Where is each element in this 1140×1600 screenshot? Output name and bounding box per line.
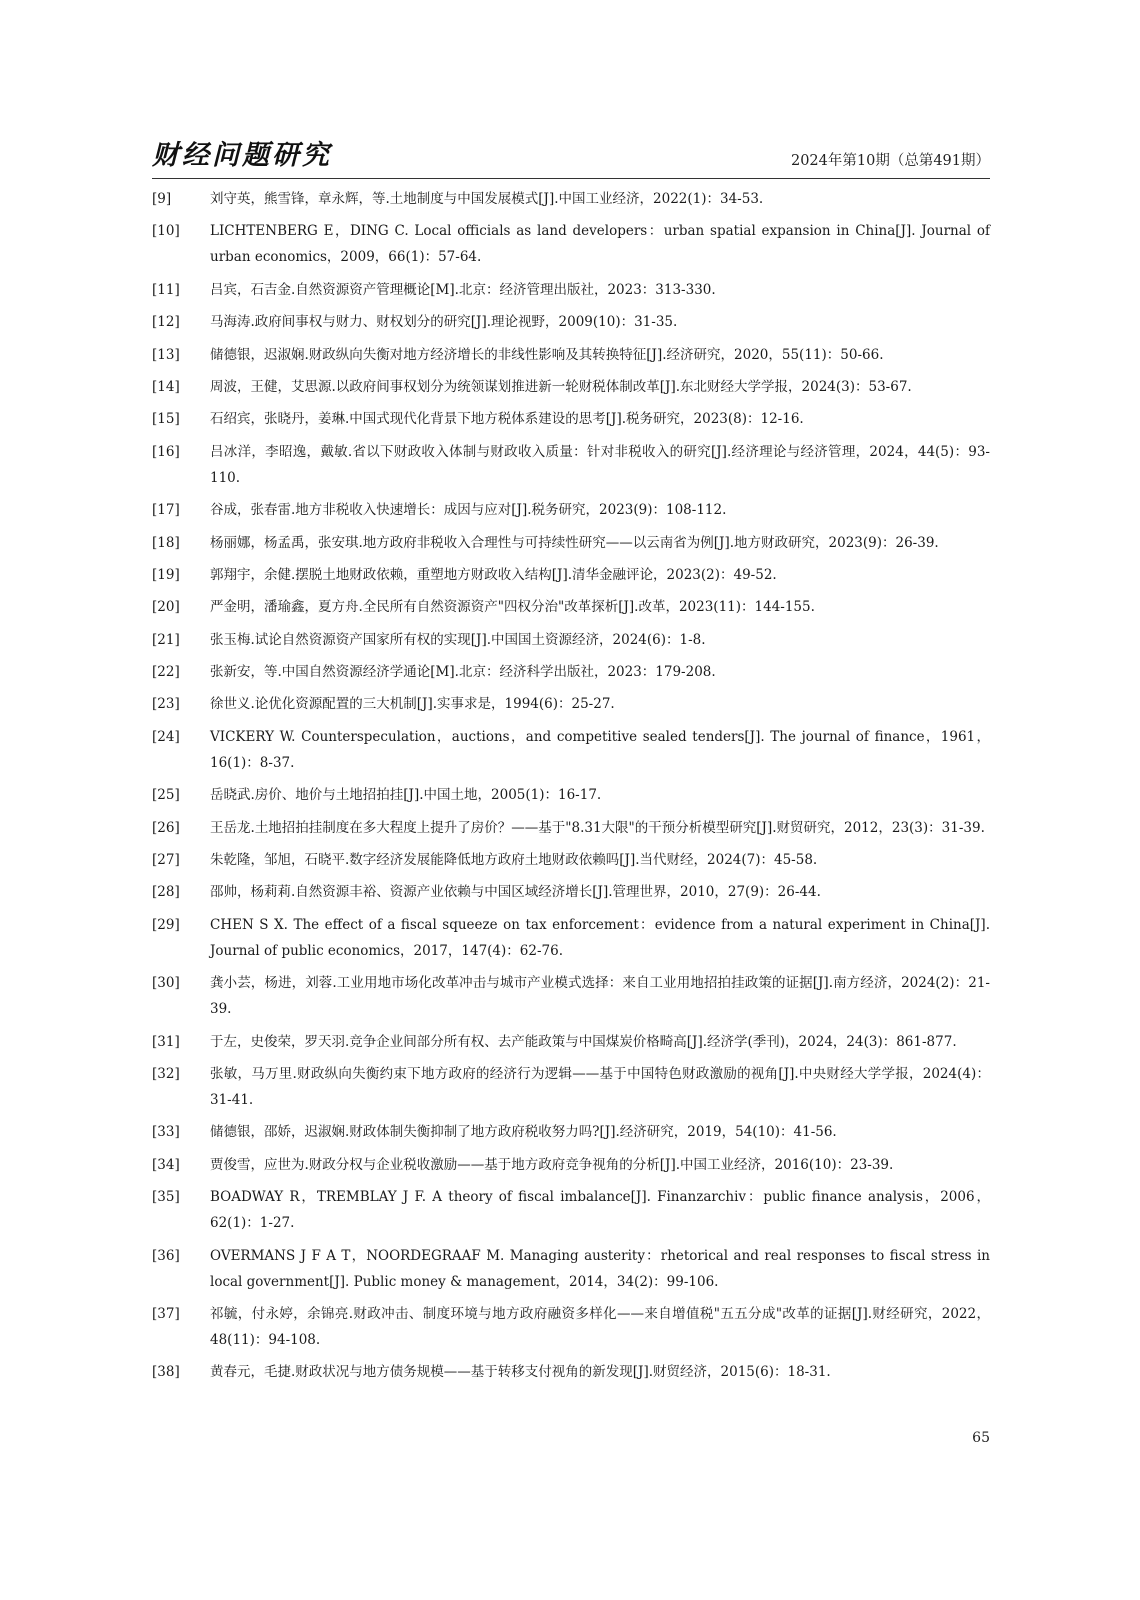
reference-text: 贾俊雪，应世为.财政分权与企业税收激励——基于地方政府竞争视角的分析[J].中国工业经济，2016(10)：23-39.: [210, 1156, 894, 1173]
reference-number: [26]: [152, 819, 180, 836]
reference-text: 谷成，张春雷.地方非税收入快速增长：成因与应对[J].税务研究，2023(9)：108-112.: [210, 502, 727, 519]
reference-item: [152, 1119, 990, 1145]
reference-number: [21]: [152, 631, 180, 648]
reference-item: [152, 659, 990, 685]
reference-text: 龚小芸，杨进，刘蓉.工业用地市场化改革冲击与城市产业模式选择：来自工业用地招拍挂政策的证据[J].南方经济，2024(2)：21-39.: [210, 975, 990, 1018]
reference-number: [18]: [152, 534, 180, 551]
reference-item: [152, 562, 990, 588]
reference-number: [29]: [152, 916, 180, 933]
reference-text: CHEN S X. The effect of a fiscal squeeze on tax enforcement：evidence from a natural experiment in China[J]. Journal of public economics，2017，147(4)：62-76.: [210, 916, 990, 959]
reference-item: [152, 970, 990, 1022]
issue-info: 2024年第10期（总第491期）: [790, 153, 990, 169]
reference-number: [13]: [152, 346, 180, 363]
reference-item: [152, 530, 990, 556]
reference-number: [22]: [152, 664, 180, 681]
reference-item: [152, 1152, 990, 1178]
reference-text: 岳晓武.房价、地价与土地招拍挂[J].中国土地，2005(1)：16-17.: [210, 787, 602, 804]
reference-item: [152, 627, 990, 653]
reference-number: [25]: [152, 787, 180, 804]
reference-number: [11]: [152, 281, 180, 298]
reference-number: [24]: [152, 728, 180, 745]
reference-item: [152, 309, 990, 335]
reference-number: [31]: [152, 1033, 180, 1050]
reference-text: 杨丽娜，杨孟禹，张安琪.地方政府非税收入合理性与可持续性研究——以云南省为例[J].地方财政研究，2023(9)：26-39.: [210, 534, 939, 551]
reference-text: 严金明，潘瑜鑫，夏方舟.全民所有自然资源资产"四权分治"改革探析[J].改革，2023(11)：144-155.: [210, 599, 815, 616]
reference-item: [152, 724, 990, 776]
reference-item: [152, 439, 990, 491]
reference-text: 储德银，迟淑娴.财政纵向失衡对地方经济增长的非线性影响及其转换特征[J].经济研究，2020，55(11)：50-66.: [210, 346, 884, 363]
reference-text: 储德银，邵娇，迟淑娴.财政体制失衡抑制了地方政府税收努力吗?[J].经济研究，2019，54(10)：41-56.: [210, 1124, 837, 1141]
reference-number: [36]: [152, 1247, 180, 1264]
reference-number: [23]: [152, 696, 180, 713]
reference-item: [152, 782, 990, 808]
reference-text: VICKERY W. Counterspeculation，auctions，and competitive sealed tenders[J]. The journal of finance，1961，16(1)：8-37.: [210, 728, 990, 771]
reference-text: 张玉梅.试论自然资源资产国家所有权的实现[J].中国国土资源经济，2024(6)：1-8.: [210, 631, 706, 648]
reference-text: 郭翔宇，余健.摆脱土地财政依赖，重塑地方财政收入结构[J].清华金融评论，2023(2)：49-52.: [210, 566, 777, 583]
reference-list: [152, 186, 990, 1392]
reference-number: [37]: [152, 1305, 180, 1322]
reference-item: [152, 594, 990, 620]
reference-text: 祁毓，付永婷，余锦亮.财政冲击、制度环境与地方政府融资多样化——来自增值税"五五分成"改革的证据[J].财经研究，2022，48(11)：94-108.: [210, 1305, 990, 1348]
reference-item: [152, 847, 990, 873]
reference-number: [28]: [152, 884, 180, 901]
reference-item: [152, 218, 990, 270]
reference-number: [9]: [152, 191, 172, 207]
reference-item: [152, 497, 990, 523]
reference-item: [152, 815, 990, 841]
reference-item: [152, 1359, 990, 1385]
reference-text: LICHTENBERG E，DING C. Local officials as land developers：urban spatial expansion in China[J]. Journal of urban economics，2009，66(1)：57-64.: [210, 223, 990, 266]
reference-item: [152, 186, 990, 212]
reference-number: [35]: [152, 1189, 180, 1206]
reference-number: [27]: [152, 852, 180, 869]
journal-logo: 财经问题研究: [152, 140, 332, 171]
reference-text: 马海涛.政府间事权与财力、财权划分的研究[J].理论视野，2009(10)：31-35.: [210, 314, 678, 331]
reference-text: OVERMANS J F A T，NOORDEGRAAF M. Managing austerity：rhetorical and real responses to fiscal stress in local government[J]. Public money & management，2014，34(2)：99-106.: [210, 1247, 990, 1290]
reference-text: 王岳龙.土地招拍挂制度在多大程度上提升了房价？——基于"8.31大限"的干预分析模型研究[J].财贸研究，2012，23(3)：31-39.: [210, 819, 985, 836]
reference-number: [20]: [152, 599, 180, 616]
reference-text: 吕宾，石吉金.自然资源资产管理概论[M].北京：经济管理出版社，2023：313-330.: [210, 281, 716, 298]
reference-item: [152, 912, 990, 964]
reference-number: [32]: [152, 1065, 180, 1082]
reference-number: [14]: [152, 378, 180, 395]
reference-number: [19]: [152, 566, 180, 583]
reference-item: [152, 277, 990, 303]
reference-text: 朱乾隆，邹旭，石晓平.数字经济发展能降低地方政府土地财政依赖吗[J].当代财经，2024(7)：45-58.: [210, 852, 818, 869]
reference-item: [152, 342, 990, 368]
reference-text: BOADWAY R，TREMBLAY J F. A theory of fiscal imbalance[J]. Finanzarchiv：public finance analysis，2006，62(1)：1-27.: [210, 1189, 990, 1232]
reference-text: 黄春元，毛捷.财政状况与地方债务规模——基于转移支付视角的新发现[J].财贸经济，2015(6)：18-31.: [210, 1364, 831, 1381]
page-number: 65: [972, 1430, 990, 1446]
reference-item: [152, 691, 990, 717]
reference-text: 吕冰洋，李昭逸，戴敏.省以下财政收入体制与财政收入质量：针对非税收入的研究[J].经济理论与经济管理，2024，44(5)：93-110.: [210, 443, 990, 486]
reference-text: 石绍宾，张晓丹，姜琳.中国式现代化背景下地方税体系建设的思考[J].税务研究，2023(8)：12-16.: [210, 411, 804, 428]
reference-text: 邵帅，杨莉莉.自然资源丰裕、资源产业依赖与中国区域经济增长[J].管理世界，2010，27(9)：26-44.: [210, 884, 821, 901]
reference-item: [152, 1061, 990, 1113]
reference-text: 周波，王健，艾思源.以政府间事权划分为统领谋划推进新一轮财税体制改革[J].东北财经大学学报，2024(3)：53-67.: [210, 378, 912, 395]
reference-text: 张新安，等.中国自然资源经济学通论[M].北京：经济科学出版社，2023：179-208.: [210, 664, 716, 681]
reference-item: [152, 879, 990, 905]
reference-item: [152, 1301, 990, 1353]
reference-item: [152, 1243, 990, 1295]
reference-item: [152, 406, 990, 432]
reference-number: [15]: [152, 411, 180, 428]
reference-text: 徐世义.论优化资源配置的三大机制[J].实事求是，1994(6)：25-27.: [210, 696, 615, 713]
reference-number: [17]: [152, 502, 180, 519]
reference-number: [38]: [152, 1364, 180, 1381]
reference-text: 刘守英，熊雪锋，章永辉，等.土地制度与中国发展模式[J].中国工业经济，2022(1)：34-53.: [210, 191, 764, 207]
page-header: [152, 140, 990, 179]
reference-text: 于左，史俊荣，罗天羽.竞争企业间部分所有权、去产能政策与中国煤炭价格畸高[J].经济学(季刊)，2024，24(3)：861-877.: [210, 1033, 957, 1050]
reference-number: [10]: [152, 223, 180, 240]
reference-text: 张敏，马万里.财政纵向失衡约束下地方政府的经济行为逻辑——基于中国特色财政激励的视角[J].中央财经大学学报，2024(4)：31-41.: [210, 1065, 990, 1108]
reference-number: [12]: [152, 314, 180, 331]
reference-number: [30]: [152, 975, 180, 992]
reference-item: [152, 1184, 990, 1236]
reference-number: [33]: [152, 1124, 180, 1141]
reference-item: [152, 1029, 990, 1055]
reference-number: [34]: [152, 1156, 180, 1173]
reference-number: [16]: [152, 443, 180, 460]
reference-item: [152, 374, 990, 400]
